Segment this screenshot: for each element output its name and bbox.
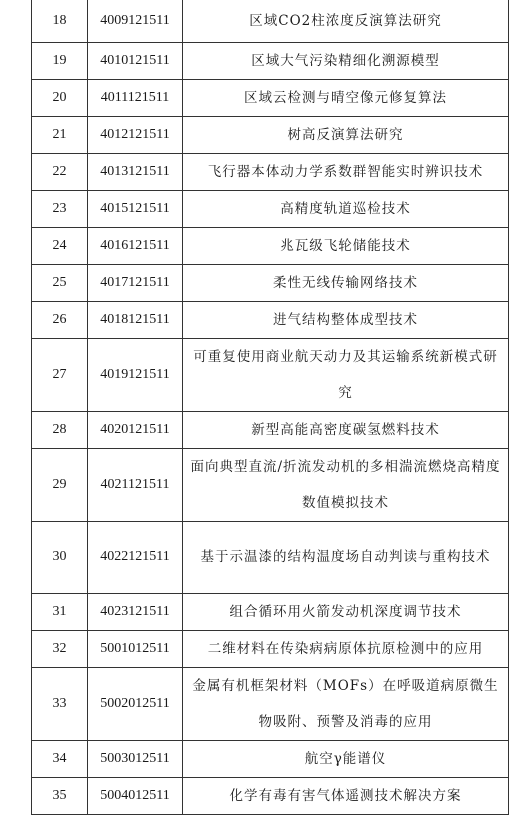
table-row [32,338,509,411]
row-code: 4017121511 [88,264,183,301]
row-name: 树高反演算法研究 [183,116,509,153]
row-index: 33 [32,667,88,740]
row-index: 34 [32,740,88,777]
row-name: 兆瓦级飞轮储能技术 [183,227,509,264]
row-index: 18 [32,0,88,42]
table-row [32,667,509,740]
table-row [32,777,509,814]
row-code: 4010121511 [88,42,183,79]
row-name: 进气结构整体成型技术 [183,301,509,338]
row-name: 新型高能高密度碳氢燃料技术 [183,411,509,448]
row-index: 21 [32,116,88,153]
table-row [32,42,509,79]
table-row [32,190,509,227]
row-name: 组合循环用火箭发动机深度调节技术 [183,593,509,630]
row-name: 区域云检测与晴空像元修复算法 [183,79,509,116]
project-table-body [32,0,509,814]
table-row [32,593,509,630]
row-code: 4021121511 [88,448,183,521]
row-index: 22 [32,153,88,190]
row-code: 4018121511 [88,301,183,338]
row-index: 35 [32,777,88,814]
project-table [31,0,509,815]
row-index: 23 [32,190,88,227]
row-index: 20 [32,79,88,116]
row-code: 4015121511 [88,190,183,227]
row-code: 4019121511 [88,338,183,411]
table-row [32,0,509,42]
row-name: 可重复使用商业航天动力及其运输系统新模式研究 [183,338,509,411]
row-index: 26 [32,301,88,338]
row-index: 24 [32,227,88,264]
row-index: 19 [32,42,88,79]
row-name: 区域CO2柱浓度反演算法研究 [183,0,509,42]
row-name: 区域大气污染精细化溯源模型 [183,42,509,79]
row-index: 30 [32,521,88,593]
table-row [32,116,509,153]
table-row [32,79,509,116]
row-name: 面向典型直流/折流发动机的多相湍流燃烧高精度数值模拟技术 [183,448,509,521]
table-row [32,227,509,264]
row-name: 基于示温漆的结构温度场自动判读与重构技术 [183,521,509,593]
row-name: 金属有机框架材料（MOFs）在呼吸道病原微生物吸附、预警及消毒的应用 [183,667,509,740]
row-code: 5003012511 [88,740,183,777]
row-name: 化学有毒有害气体遥测技术解决方案 [183,777,509,814]
row-code: 4009121511 [88,0,183,42]
row-index: 28 [32,411,88,448]
table-row [32,301,509,338]
row-code: 4011121511 [88,79,183,116]
row-name: 航空γ能谱仪 [183,740,509,777]
row-index: 25 [32,264,88,301]
row-code: 5004012511 [88,777,183,814]
row-index: 32 [32,630,88,667]
row-code: 4020121511 [88,411,183,448]
table-row [32,521,509,593]
row-name: 柔性无线传输网络技术 [183,264,509,301]
table-row [32,448,509,521]
row-index: 31 [32,593,88,630]
table-row [32,630,509,667]
row-code: 4013121511 [88,153,183,190]
table-row [32,740,509,777]
row-name: 飞行器本体动力学系数群智能实时辨识技术 [183,153,509,190]
table-row [32,153,509,190]
row-code: 4022121511 [88,521,183,593]
table-row [32,411,509,448]
row-code: 4012121511 [88,116,183,153]
row-index: 29 [32,448,88,521]
row-code: 5001012511 [88,630,183,667]
row-name: 高精度轨道巡检技术 [183,190,509,227]
row-code: 4023121511 [88,593,183,630]
table-row [32,264,509,301]
row-name: 二维材料在传染病病原体抗原检测中的应用 [183,630,509,667]
row-code: 5002012511 [88,667,183,740]
row-index: 27 [32,338,88,411]
row-code: 4016121511 [88,227,183,264]
